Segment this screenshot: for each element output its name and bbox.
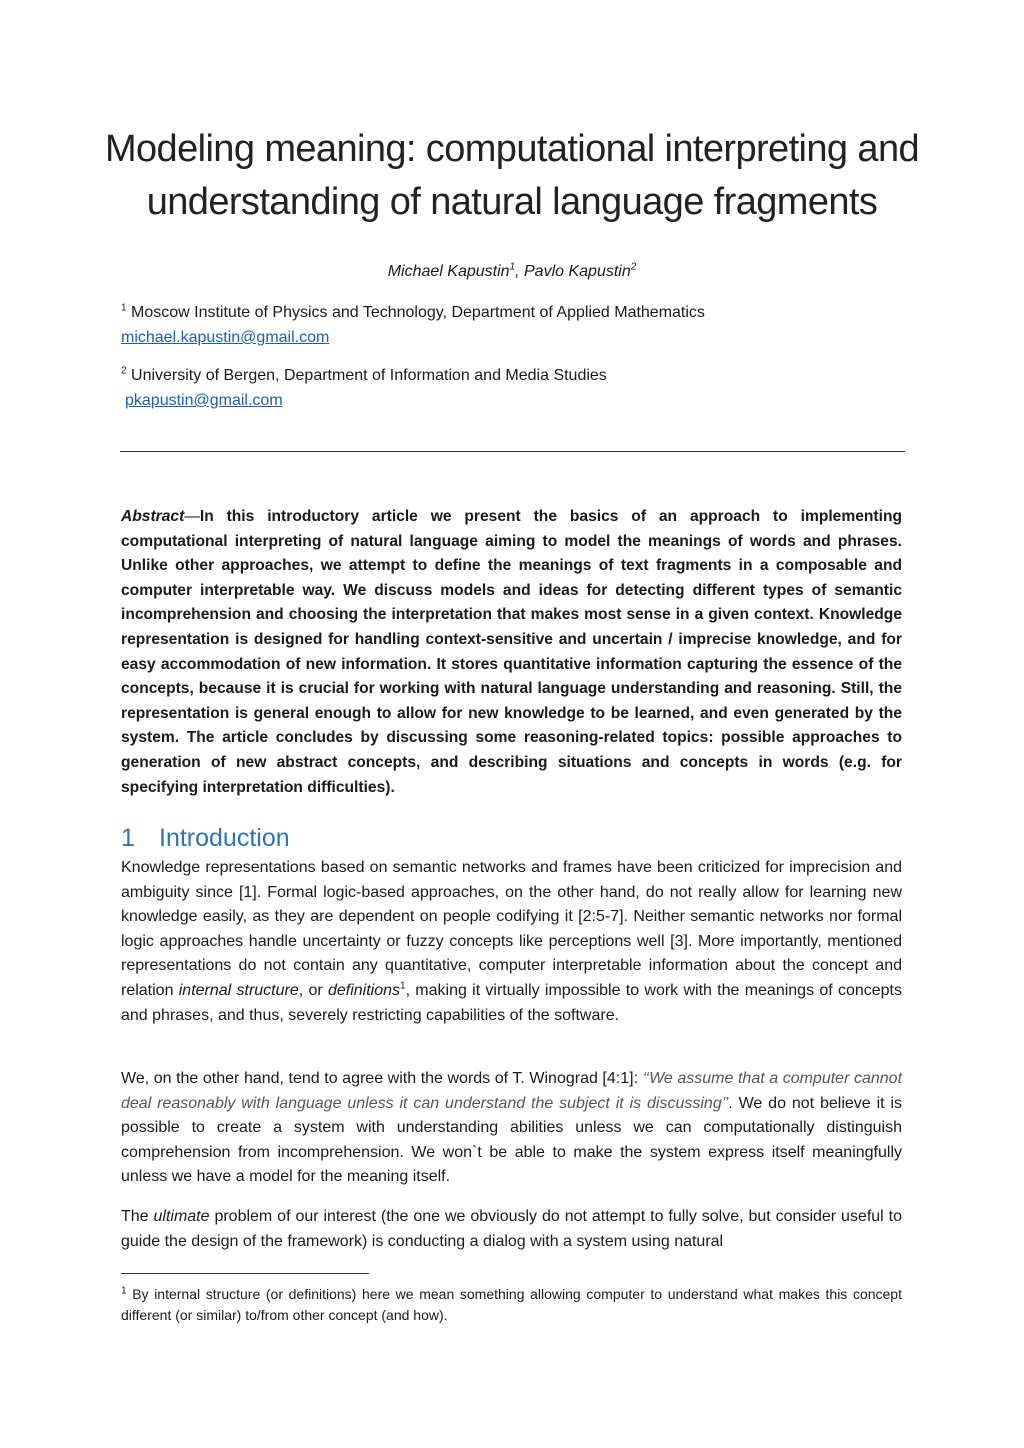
- abstract-text: In this introductory article we present the basics of an approach to implementing computational interpreting of natural language aiming to model the meanings of words and phrases. Unlike other approaches, we attempt to define the meanings of text fragments in a composable and computer interpretable way. We discuss models and ideas for detecting different types of semantic incomprehension and choosing the interpretation that makes most sense in a given context. Knowledge representation is designed for handling context-sensitive and uncertain / imprecise knowledge, and for easy accommodation of new information. It stores quantitative information capturing the essence of the concepts, because it is crucial for working with natural language understanding and reasoning. Still, the representation is general enough to allow for new knowledge to be learned, and even generated by the system. The article concludes by discussing some reasoning-related topics: possible approaches to generation of new abstract concepts, and describing situations and concepts in words (e.g. for specifying interpretation difficulties).: [121, 508, 902, 796]
- email-link[interactable]: pkapustin@gmail.com: [125, 392, 283, 409]
- author-affil-marker: 2: [630, 261, 637, 273]
- section-title: Introduction: [159, 824, 290, 852]
- affiliation-2: [121, 363, 911, 413]
- affiliation-name: University of Bergen, Department of Information and Media Studies: [126, 367, 607, 384]
- paragraph-text: We, on the other hand, tend to agree with the words of T. Winograd [4:1]:: [121, 1070, 643, 1087]
- section-heading: [121, 822, 290, 854]
- emphasis-text: internal structure: [178, 981, 299, 999]
- footnote-divider: [121, 1273, 369, 1274]
- abstract-dash: —: [184, 508, 200, 525]
- abstract: [121, 505, 902, 800]
- author-line: [0, 261, 1024, 283]
- author-name: Pavlo Kapustin: [524, 263, 631, 280]
- author-name: Michael Kapustin: [387, 263, 510, 280]
- emphasis-text: definitions: [327, 981, 401, 999]
- affiliation-text: [121, 300, 911, 325]
- footnote-number: 1: [121, 1285, 127, 1297]
- email-link[interactable]: michael.kapustin@gmail.com: [121, 329, 330, 346]
- header-divider: [120, 451, 905, 452]
- affiliation-name: Moscow Institute of Physics and Technology, Department of Applied Mathematics: [126, 304, 705, 321]
- affiliation-marker: 1: [121, 302, 127, 314]
- paragraph: [121, 1205, 902, 1254]
- paper-title: Modeling meaning: computational interpreting and understanding of natural language fragments: [104, 128, 920, 223]
- paragraph-text: , or: [298, 981, 328, 999]
- affiliation-1: [121, 300, 911, 350]
- footnote: [121, 1284, 902, 1325]
- paragraph: [121, 1067, 902, 1190]
- author-affil-marker: 1: [509, 261, 516, 273]
- paragraph: [121, 856, 902, 1028]
- footnote-text: By internal structure (or definitions) here we mean something allowing computer to understand what makes this concept different (or similar) to/from other concept (and how).: [121, 1286, 902, 1323]
- paragraph-text: problem of our interest (the one we obviously do not attempt to fully solve, but consider useful to guide the design of the framework) is conducting a dialog with a system using natural: [121, 1208, 903, 1250]
- paragraph-text: . We do not believe it is possible to create a system with understanding abilities unless we can computationally distinguish comprehension from incomprehension. We won`t be able to make the system express itself meaningfully unless we have a model for the meaning itself.: [121, 1094, 903, 1186]
- emphasis-text: ultimate: [153, 1208, 210, 1225]
- quotation: ‘‘We assume that a computer cannot deal reasonably with language unless it can understand the subject it is discussing’’: [121, 1070, 903, 1112]
- affiliation-marker: 2: [121, 365, 127, 377]
- author-separator: ,: [515, 263, 524, 280]
- paragraph-text: Knowledge representations based on semantic networks and frames have been criticized for imprecision and ambiguity since [1]. Formal logic-based approaches, on the other hand, do not really allow for learning new knowledge easily, as they are dependent on people codifying it [2:5-7]. Neither semantic networks nor formal logic approaches handle uncertainty or fuzzy concepts like perceptions well [3]. More importantly, mentioned representations do not contain any quantitative, computer interpretable information about the concept and relation: [121, 859, 902, 999]
- abstract-label: Abstract: [121, 508, 185, 525]
- section-number: 1: [121, 824, 135, 852]
- affiliation-text: [121, 363, 911, 388]
- paragraph-text: , making it virtually impossible to work with the meanings of concepts and phrases, and thus, severely restricting capabilities of the software.: [121, 981, 902, 1024]
- footnote-marker[interactable]: 1: [400, 980, 406, 992]
- paragraph-text: The: [121, 1208, 154, 1225]
